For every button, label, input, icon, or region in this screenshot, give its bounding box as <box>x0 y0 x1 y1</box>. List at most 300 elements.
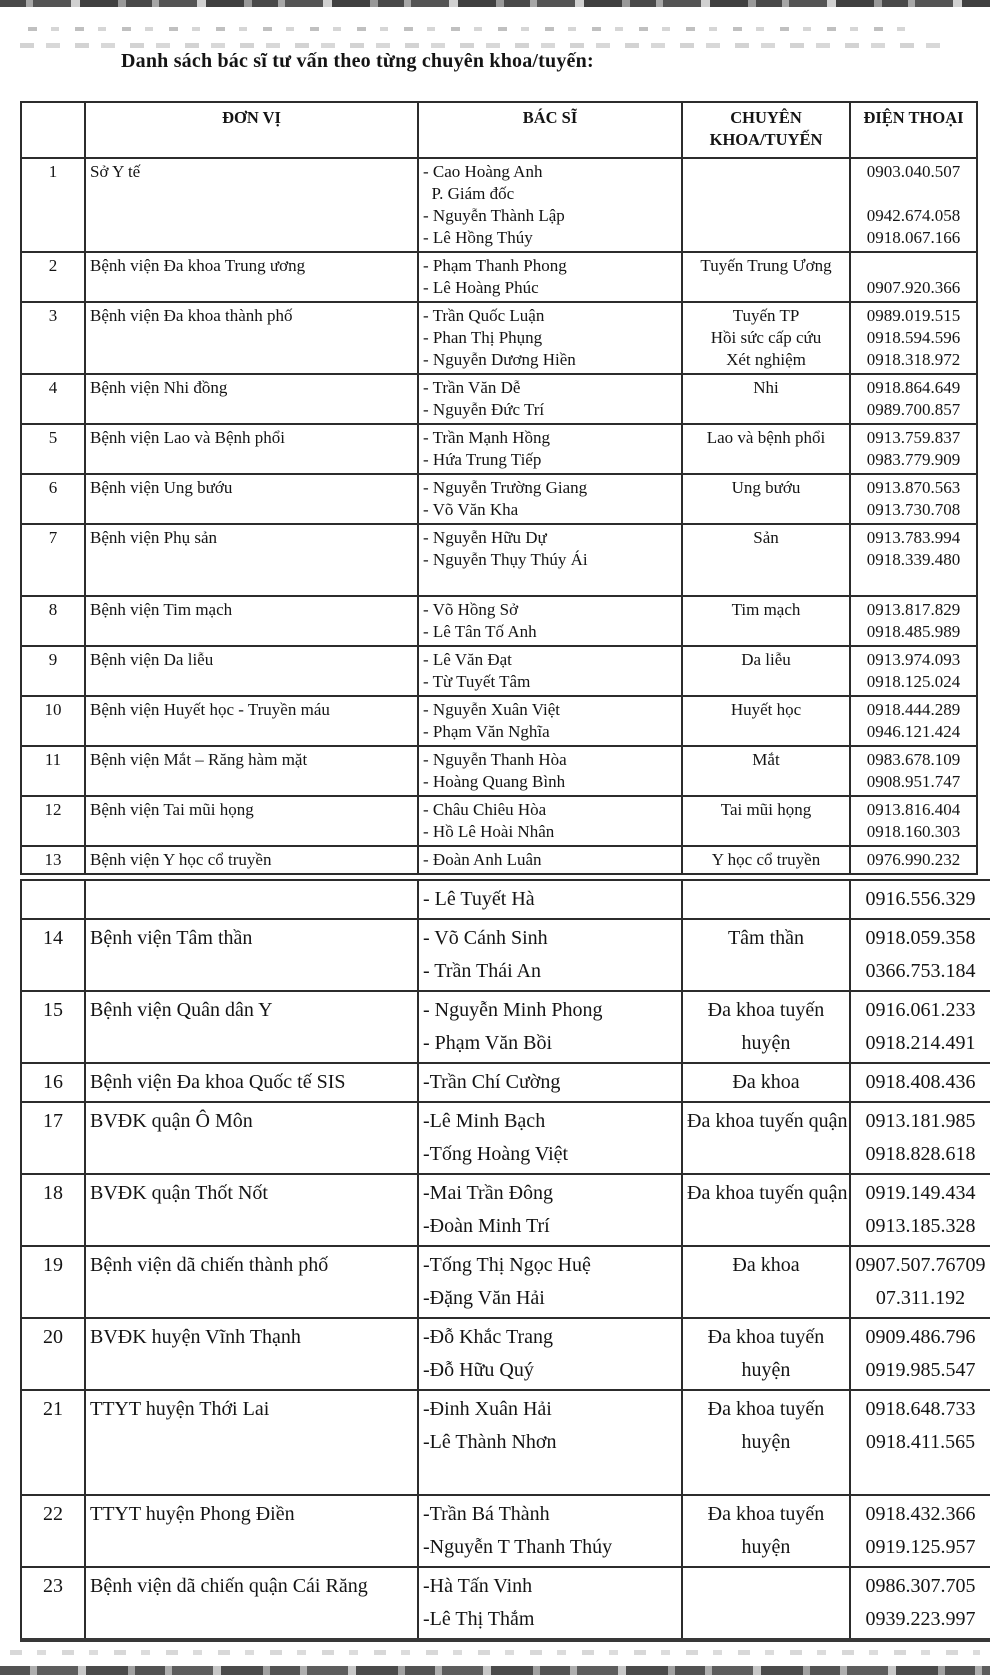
doctor-cell-line: - Lê Văn Đạt <box>423 650 512 669</box>
row-number-cell <box>21 596 85 646</box>
phone-cell-line <box>855 1459 986 1492</box>
specialty-cell-line: Đa khoa tuyến <box>707 1398 825 1420</box>
row-number-cell-line: 3 <box>48 306 58 325</box>
phone-cell <box>850 846 977 874</box>
unit-cell-line: Bệnh viện Quân dân Y <box>90 999 273 1021</box>
doctor-cell-line: - Nguyễn Hữu Dự <box>423 528 547 547</box>
row-number-cell-line: 18 <box>43 1182 63 1204</box>
phone-cell <box>850 596 977 646</box>
specialty-cell <box>682 424 850 474</box>
phone-cell-line: 0918.485.989 <box>866 622 961 641</box>
specialty-cell-line <box>687 1138 845 1171</box>
doctor-cell-line: - Nguyễn Thành Lập <box>423 206 565 225</box>
doctor-cell-line: - Từ Tuyết Tâm <box>423 672 531 691</box>
specialty-cell-line <box>687 821 845 843</box>
specialty-cell-line <box>687 883 845 916</box>
row-number-cell-line: 11 <box>44 750 62 769</box>
phone-cell <box>850 1318 990 1390</box>
phone-cell-line: 0942.674.058 <box>866 206 961 225</box>
phone-cell-line: 0918.648.733 <box>865 1398 976 1420</box>
unit-cell <box>85 252 418 302</box>
specialty-header <box>682 102 850 158</box>
table-row <box>21 919 990 991</box>
phone-cell-line: 0918.408.436 <box>865 1071 976 1093</box>
row-number-cell-line: 1 <box>48 162 58 181</box>
row-number-cell <box>21 880 85 919</box>
phone-cell-line: 0918.594.596 <box>866 328 961 347</box>
specialty-cell-line <box>687 161 845 183</box>
row-number-cell <box>21 252 85 302</box>
doctor-cell-line: - Lê Hồng Thúy <box>423 228 533 247</box>
phone-cell-line: 0918.432.366 <box>865 1503 976 1525</box>
phone-cell-line: 0918.864.649 <box>866 378 961 397</box>
doctor-cell-line: -Đinh Xuân Hải <box>423 1398 552 1420</box>
phone-cell-line: 0908.951.747 <box>866 772 961 791</box>
row-number-cell <box>21 1174 85 1246</box>
specialty-cell-line: Nhi <box>753 378 779 397</box>
table-row <box>21 1495 990 1567</box>
doctor-cell-line: - Nguyễn Xuân Việt <box>423 700 560 719</box>
doctor-cell-line: P. Giám đốc <box>423 184 515 203</box>
specialty-cell-line <box>687 183 845 205</box>
doctor-cell <box>418 1246 682 1318</box>
phone-cell-line: 0913.817.829 <box>866 600 961 619</box>
unit-cell <box>85 880 418 919</box>
unit-cell <box>85 524 418 596</box>
specialty-cell <box>682 158 850 252</box>
row-number-cell-line: 2 <box>48 256 58 275</box>
phone-cell-line: 0989.700.857 <box>866 400 961 419</box>
unit-cell <box>85 746 418 796</box>
doctors-table-page2-body <box>21 880 990 1640</box>
unit-cell <box>85 696 418 746</box>
unit-cell <box>85 158 418 252</box>
specialty-cell-line <box>687 449 845 471</box>
phone-cell-line: 0918.125.024 <box>866 672 961 691</box>
phone-cell-line: 0939.223.997 <box>865 1608 976 1630</box>
unit-cell <box>85 846 418 874</box>
row-number-cell-line: 13 <box>44 850 62 869</box>
doctor-cell <box>418 991 682 1063</box>
specialty-cell-line <box>687 1603 845 1636</box>
specialty-cell-line: huyện <box>741 1032 791 1054</box>
specialty-cell-line: Lao và bệnh phổi <box>706 428 826 447</box>
phone-cell-line: 0913.870.563 <box>866 478 961 497</box>
doctor-cell <box>418 424 682 474</box>
specialty-cell <box>682 696 850 746</box>
phone-cell <box>850 919 990 991</box>
row-number-cell-line: 6 <box>48 478 58 497</box>
phone-cell-line: 0918.828.618 <box>865 1143 976 1165</box>
row-number-cell-line <box>26 883 80 916</box>
row-number-cell-line: 5 <box>48 428 58 447</box>
specialty-cell <box>682 1174 850 1246</box>
table-row <box>21 302 977 374</box>
doctor-cell <box>418 252 682 302</box>
specialty-cell <box>682 524 850 596</box>
specialty-cell <box>682 1246 850 1318</box>
table-row <box>21 524 977 596</box>
row-number-cell <box>21 746 85 796</box>
unit-cell-line: Bệnh viện Nhi đồng <box>90 378 228 397</box>
specialty-cell-line: Tâm thần <box>727 927 805 949</box>
specialty-cell-line: huyện <box>741 1359 791 1381</box>
phone-cell-line <box>855 183 972 205</box>
row-number-cell <box>21 158 85 252</box>
phone-cell-line: 0918.160.303 <box>866 822 961 841</box>
document-title: Danh sách bác sĩ tư vấn theo từng chuyên khoa/tuyến: <box>121 50 594 72</box>
phone-cell <box>850 524 977 596</box>
unit-cell-line: TTYT huyện Thới Lai <box>90 1398 270 1420</box>
specialty-cell-line <box>687 1570 845 1603</box>
doctor-cell-line: - Phạm Văn Nghĩa <box>423 722 550 741</box>
phone-cell-line: 0907.507.76709 <box>855 1254 986 1276</box>
unit-cell <box>85 1567 418 1640</box>
unit-cell-line: BVĐK huyện Vĩnh Thạnh <box>90 1326 301 1348</box>
specialty-cell-line: Đa khoa tuyến <box>707 999 825 1021</box>
phone-cell-line <box>855 255 972 277</box>
unit-cell-line: Bệnh viện Huyết học - Truyền máu <box>90 700 330 719</box>
doctor-cell-line: -Lê Minh Bạch <box>423 1110 546 1132</box>
phone-cell-line: 0918.059.358 <box>865 927 976 949</box>
unit-cell-line: Bệnh viện dã chiến quận Cái Răng <box>90 1575 368 1597</box>
row-number-cell <box>21 424 85 474</box>
doctor-cell-line <box>423 1459 677 1492</box>
row-number-cell <box>21 1567 85 1640</box>
phone-cell <box>850 252 977 302</box>
specialty-cell <box>682 1390 850 1495</box>
table-row <box>21 991 990 1063</box>
doctor-cell <box>418 596 682 646</box>
row-number-cell <box>21 302 85 374</box>
specialty-cell-line <box>687 571 845 593</box>
phone-cell-line: 0918.067.166 <box>866 228 961 247</box>
table-row <box>21 474 977 524</box>
specialty-cell <box>682 880 850 919</box>
specialty-cell <box>682 796 850 846</box>
specialty-cell <box>682 474 850 524</box>
doctor-cell-line: -Đoàn Minh Trí <box>423 1215 550 1237</box>
unit-cell <box>85 374 418 424</box>
row-number-header <box>21 102 85 158</box>
doctor-cell-line: - Võ Cánh Sinh <box>423 927 548 949</box>
doctor-cell <box>418 796 682 846</box>
specialty-cell <box>682 991 850 1063</box>
doctor-cell-line: - Nguyễn Đức Trí <box>423 400 545 419</box>
doctor-cell <box>418 1567 682 1640</box>
specialty-cell-line: Đa khoa tuyến <box>707 1326 825 1348</box>
doctor-cell-line: - Trần Thái An <box>423 960 541 982</box>
doctor-cell <box>418 846 682 874</box>
row-number-cell <box>21 1246 85 1318</box>
specialty-cell-line <box>687 721 845 743</box>
specialty-cell-line: Đa khoa tuyến quận <box>687 1182 848 1204</box>
doctors-table-page2 <box>20 879 990 1642</box>
unit-cell <box>85 1063 418 1102</box>
unit-cell-line: Bệnh viện Tai mũi họng <box>90 800 254 819</box>
row-number-cell-line: 21 <box>43 1398 63 1420</box>
specialty-cell-line <box>687 621 845 643</box>
table-header-row <box>21 102 977 158</box>
specialty-cell-line: Tai mũi họng <box>720 800 812 819</box>
row-number-cell <box>21 1102 85 1174</box>
doctor-cell-line: -Trần Chí Cường <box>423 1071 561 1093</box>
specialty-cell-line: Hồi sức cấp cứu <box>710 328 822 347</box>
phone-cell-line: 0989.019.515 <box>866 306 961 325</box>
specialty-cell <box>682 374 850 424</box>
doctor-cell-line: - Trần Mạnh Hồng <box>423 428 551 447</box>
phone-cell-line: 0913.730.708 <box>866 500 961 519</box>
doctor-cell-line: - Nguyễn Thụy Thúy Ái <box>423 550 588 569</box>
phone-cell-line: 0913.783.994 <box>866 528 961 547</box>
row-number-cell-line: 4 <box>48 378 58 397</box>
phone-cell-line: 0916.556.329 <box>865 888 976 910</box>
doctor-cell <box>418 1318 682 1390</box>
doctor-cell-line: - Lê Hoàng Phúc <box>423 278 539 297</box>
phone-cell-line: 0983.678.109 <box>866 750 961 769</box>
phone-cell <box>850 1567 990 1640</box>
phone-cell <box>850 1246 990 1318</box>
unit-cell-line: Bệnh viện Đa khoa Quốc tế SIS <box>90 1071 346 1093</box>
unit-header: ĐƠN VỊ <box>85 102 418 158</box>
doctors-table-page1 <box>20 101 978 875</box>
row-number-cell <box>21 846 85 874</box>
table-row <box>21 596 977 646</box>
row-number-cell-line: 12 <box>44 800 62 819</box>
specialty-cell-line: Huyết học <box>730 700 802 719</box>
doctor-cell-line: - Phạm Văn Bồi <box>423 1032 553 1054</box>
specialty-cell <box>682 596 850 646</box>
unit-cell-line: Bệnh viện Đa khoa thành phố <box>90 306 293 325</box>
phone-cell <box>850 1495 990 1567</box>
row-number-cell-line: 9 <box>48 650 58 669</box>
phone-cell-line: 0903.040.507 <box>866 162 961 181</box>
unit-cell <box>85 991 418 1063</box>
phone-cell <box>850 991 990 1063</box>
specialty-cell <box>682 1495 850 1567</box>
table-row <box>21 846 977 874</box>
doctor-cell <box>418 1390 682 1495</box>
phone-cell-line: 0913.974.093 <box>866 650 961 669</box>
unit-cell-line: Bệnh viện Da liễu <box>90 650 214 669</box>
specialty-cell-line <box>687 227 845 249</box>
table-row <box>21 158 977 252</box>
unit-cell <box>85 474 418 524</box>
specialty-cell-line <box>687 671 845 693</box>
scan-artifact-ghost-text-3 <box>10 1650 980 1655</box>
unit-cell <box>85 424 418 474</box>
phone-cell <box>850 1390 990 1495</box>
table-row <box>21 1567 990 1640</box>
unit-cell <box>85 1495 418 1567</box>
row-number-cell-line: 14 <box>43 927 63 949</box>
specialty-cell-line <box>687 1210 845 1243</box>
unit-cell-line: BVĐK quận Thốt Nốt <box>90 1182 268 1204</box>
unit-cell-line: Bệnh viện Tim mạch <box>90 600 233 619</box>
specialty-cell-line: huyện <box>741 1431 791 1453</box>
specialty-cell <box>682 919 850 991</box>
table-row <box>21 1318 990 1390</box>
unit-cell-line: Sở Y tế <box>90 162 141 181</box>
doctor-cell-line: -Lê Thị Thắm <box>423 1608 535 1630</box>
doctor-cell-line: -Hà Tấn Vinh <box>423 1575 533 1597</box>
phone-cell-line <box>855 571 972 593</box>
specialty-cell-line <box>687 1282 845 1315</box>
specialty-cell-line <box>687 399 845 421</box>
doctor-cell <box>418 374 682 424</box>
doctor-header: BÁC SĨ <box>418 102 682 158</box>
phone-cell <box>850 696 977 746</box>
unit-cell-line: Bệnh viện Tâm thần <box>90 927 253 949</box>
doctor-cell-line: -Tống Hoàng Việt <box>423 1143 569 1165</box>
phone-cell <box>850 1174 990 1246</box>
doctor-cell <box>418 158 682 252</box>
doctor-cell <box>418 524 682 596</box>
phone-cell <box>850 1063 990 1102</box>
specialty-cell-line <box>687 549 845 571</box>
doctor-cell-line: - Nguyễn Thanh Hòa <box>423 750 567 769</box>
phone-cell-line: 0916.061.233 <box>865 999 976 1021</box>
unit-cell-line: Bệnh viện Phụ sản <box>90 528 218 547</box>
phone-cell <box>850 1102 990 1174</box>
specialty-cell <box>682 1063 850 1102</box>
unit-cell-line <box>90 883 413 916</box>
doctor-cell-line: - Trần Văn Dễ <box>423 378 521 397</box>
doctor-cell-line: - Võ Hồng Sở <box>423 600 519 619</box>
specialty-cell-line <box>687 205 845 227</box>
table-row <box>21 1246 990 1318</box>
unit-cell-line: Bệnh viện Lao và Bệnh phổi <box>90 428 285 447</box>
specialty-cell-line <box>687 499 845 521</box>
row-number-cell <box>21 696 85 746</box>
doctor-cell-line: - Lê Tân Tố Anh <box>423 622 537 641</box>
specialty-cell-line <box>687 771 845 793</box>
row-number-cell <box>21 1318 85 1390</box>
specialty-cell <box>682 846 850 874</box>
specialty-cell-line: Y học cổ truyền <box>711 850 821 869</box>
table-row <box>21 424 977 474</box>
phone-cell-line: 07.311.192 <box>875 1287 966 1309</box>
specialty-cell-line: Đa khoa tuyến quận <box>687 1110 848 1132</box>
specialty-cell-line: Xét nghiệm <box>726 350 806 369</box>
phone-cell <box>850 424 977 474</box>
specialty-cell-line <box>687 277 845 299</box>
unit-cell <box>85 1102 418 1174</box>
phone-cell-line: 0907.920.366 <box>866 278 961 297</box>
doctor-cell <box>418 696 682 746</box>
doctor-cell-line: - Lê Tuyết Hà <box>423 888 535 910</box>
unit-cell <box>85 302 418 374</box>
phone-cell-line: 0918.214.491 <box>865 1032 976 1054</box>
specialty-cell-line: Tuyến Trung Ương <box>700 256 832 275</box>
table-row <box>21 796 977 846</box>
row-number-cell <box>21 524 85 596</box>
row-number-cell <box>21 474 85 524</box>
phone-cell-line: 0986.307.705 <box>865 1575 976 1597</box>
specialty-cell-line: Đa khoa <box>732 1254 800 1276</box>
doctor-cell-line: -Đỗ Hữu Quý <box>423 1359 534 1381</box>
row-number-cell-line: 8 <box>48 600 58 619</box>
specialty-cell-line: Đa khoa <box>732 1071 800 1093</box>
specialty-cell <box>682 746 850 796</box>
unit-cell-line: TTYT huyện Phong Điền <box>90 1503 295 1525</box>
specialty-cell-line: Da liễu <box>741 650 791 669</box>
phone-cell-line: 0976.990.232 <box>866 850 961 869</box>
doctor-cell-line: -Mai Trần Đông <box>423 1182 554 1204</box>
specialty-cell-line: Tuyến TP <box>732 306 800 325</box>
table-row <box>21 646 977 696</box>
table-row <box>21 746 977 796</box>
unit-cell <box>85 1174 418 1246</box>
doctor-cell <box>418 474 682 524</box>
row-number-cell <box>21 1390 85 1495</box>
phone-cell-line: 0918.318.972 <box>866 350 961 369</box>
specialty-cell <box>682 1318 850 1390</box>
table-row <box>21 696 977 746</box>
doctor-cell-line: -Tống Thị Ngọc Huệ <box>423 1254 591 1276</box>
phone-cell <box>850 158 977 252</box>
unit-cell-line: Bệnh viện Đa khoa Trung ương <box>90 256 306 275</box>
phone-header: ĐIỆN THOẠI <box>850 102 977 158</box>
doctor-cell-line: -Lê Thành Nhơn <box>423 1431 557 1453</box>
specialty-header-line1: CHUYÊN <box>730 108 802 127</box>
phone-cell-line: 0366.753.184 <box>865 960 976 982</box>
doctor-cell-line: - Phạm Thanh Phong <box>423 256 567 275</box>
specialty-cell <box>682 646 850 696</box>
row-number-cell <box>21 1495 85 1567</box>
doctor-cell-line: - Cao Hoàng Anh <box>423 162 543 181</box>
table-row <box>21 1102 990 1174</box>
table-row <box>21 1390 990 1495</box>
row-number-cell-line: 10 <box>44 700 62 719</box>
row-number-cell-line: 7 <box>48 528 58 547</box>
doctor-cell-line: -Nguyễn T Thanh Thúy <box>423 1536 613 1558</box>
row-number-cell-line: 16 <box>43 1071 63 1093</box>
doctor-cell <box>418 1495 682 1567</box>
row-number-cell <box>21 374 85 424</box>
phone-cell-line: 0919.985.547 <box>865 1359 976 1381</box>
phone-cell <box>850 302 977 374</box>
doctor-cell <box>418 746 682 796</box>
doctor-cell-line: - Hoàng Quang Bình <box>423 772 566 791</box>
phone-cell-line: 0983.779.909 <box>866 450 961 469</box>
row-number-cell-line: 15 <box>43 999 63 1021</box>
phone-cell-line: 0913.759.837 <box>866 428 961 447</box>
phone-cell <box>850 646 977 696</box>
specialty-cell <box>682 252 850 302</box>
row-number-cell-line: 17 <box>43 1110 63 1132</box>
scan-artifact-bottom <box>0 1666 990 1675</box>
doctor-cell-line: - Nguyễn Trường Giang <box>423 478 588 497</box>
doctor-cell <box>418 302 682 374</box>
doctor-cell-line: - Nguyễn Minh Phong <box>423 999 603 1021</box>
phone-cell-line: 0919.149.434 <box>865 1182 976 1204</box>
unit-cell <box>85 796 418 846</box>
doctor-cell-line: -Trần Bá Thành <box>423 1503 550 1525</box>
phone-cell-line: 0918.444.289 <box>866 700 961 719</box>
specialty-cell-line: Tim mạch <box>731 600 801 619</box>
doctor-cell <box>418 880 682 919</box>
phone-cell-line: 0946.121.424 <box>866 722 961 741</box>
specialty-cell <box>682 1102 850 1174</box>
phone-cell-line: 0913.185.328 <box>865 1215 976 1237</box>
doctor-cell-line <box>423 571 677 593</box>
unit-cell-line: Bệnh viện Ung bướu <box>90 478 233 497</box>
row-number-cell-line: 22 <box>43 1503 63 1525</box>
unit-cell-line: Bệnh viện dã chiến thành phố <box>90 1254 329 1276</box>
row-number-cell <box>21 1063 85 1102</box>
doctor-cell-line: - Đoàn Anh Luân <box>423 850 542 869</box>
